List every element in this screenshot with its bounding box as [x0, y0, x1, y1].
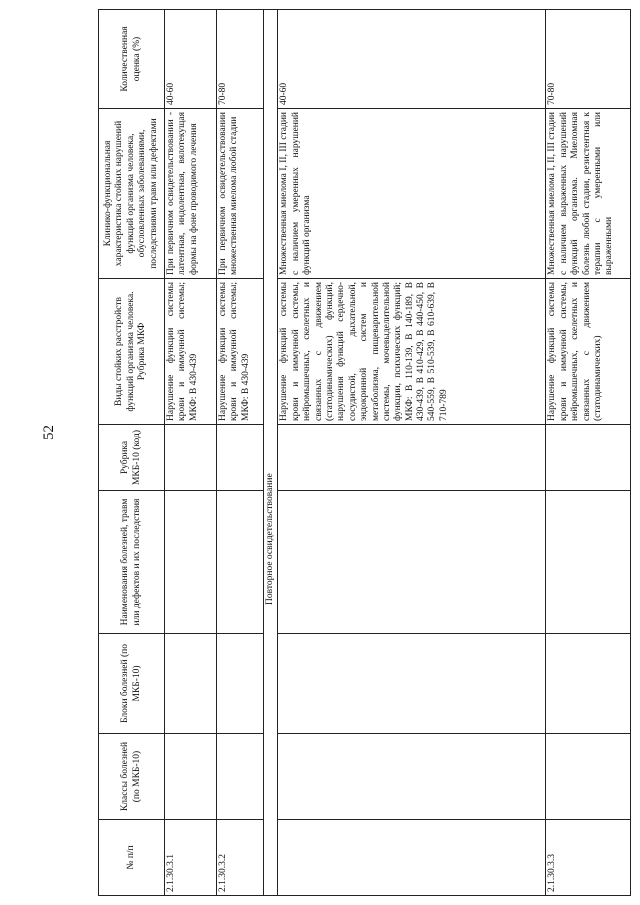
table-row — [165, 10, 217, 896]
empty-cell — [278, 634, 546, 734]
empty-cell — [165, 734, 217, 820]
row-number — [278, 820, 546, 896]
section-title: Повторное освидетельствование — [264, 10, 278, 896]
header-clinical-characteristic: Клинико-функциональная характеристика стойких нарушений функций организма человека, обусловленных заболеваниями, последствиями травм или дефектами — [99, 109, 165, 279]
section-row — [264, 10, 278, 896]
empty-cell — [278, 425, 546, 491]
empty-cell — [546, 491, 631, 634]
empty-cell — [217, 634, 264, 734]
function-disorder-cell: Нарушение функций системы крови и иммунной системы, нейромышечных, скелетных и связанных с движением (статодинамических) функций, нарушения функций сердечно-сосудистой, дыхательной, эндокринной систем и метаболизма, пищеварительной системы, мочевыделительной функции, психических функций; МКФ: В 110-139, В 140-189, В 430-439, В 410-429, В 440-450, В 540-559, В 510-539, В 610-639, В 710-789 — [278, 279, 546, 425]
function-disorder-cell: Нарушение функции системы крови и иммунной системы; МКФ: В 430-439 — [165, 279, 217, 425]
clinical-cell: При первичном освидетельствовании - латентная, индолентная, вялотекущая формы на фоне проводимого лечения — [165, 109, 217, 279]
function-disorder-cell: Нарушение функций системы крови и иммунной системы, нейромышечных, скелетных и связанных с движением (статодинамических) — [546, 279, 631, 425]
header-disease-class: Классы болезней (по МКБ-10) — [99, 734, 165, 820]
empty-cell — [217, 734, 264, 820]
empty-cell — [546, 734, 631, 820]
table-row — [278, 10, 546, 896]
rotated-table-wrapper — [98, 10, 630, 896]
row-number: 2.1.30.3.1 — [165, 820, 217, 896]
clinical-cell: Множественная миелома I, II, III стадии с наличием выраженных нарушений функций организма. Миеломная болезнь любой стадии, резистентная к терапии с умеренными или выраженными — [546, 109, 631, 279]
header-disease-block: Блоки болезней (по МКБ-10) — [99, 634, 165, 734]
empty-cell — [278, 491, 546, 634]
header-score: Количественная оценка (%) — [99, 10, 165, 109]
page-number: 52 — [41, 425, 57, 440]
clinical-cell: При первичном освидетельствовании множественная миелома любой стадии — [217, 109, 264, 279]
empty-cell — [165, 634, 217, 734]
table-row — [217, 10, 264, 896]
header-row — [99, 10, 165, 896]
header-number: № п/п — [99, 820, 165, 896]
empty-cell — [217, 425, 264, 491]
empty-cell — [546, 425, 631, 491]
clinical-cell: Множественная миелома I, II, III стадии с наличием умеренных нарушений функций организма — [278, 109, 546, 279]
score-cell: 40-60 — [278, 10, 546, 109]
table-row — [546, 10, 631, 896]
header-icd-code: Рубрика МКБ-10 (код) — [99, 425, 165, 491]
row-number: 2.1.30.3.2 — [217, 820, 264, 896]
empty-cell — [278, 734, 546, 820]
empty-cell — [217, 491, 264, 634]
empty-cell — [546, 634, 631, 734]
disability-criteria-table — [98, 9, 631, 896]
row-number: 2.1.30.3.3 — [546, 820, 631, 896]
header-function-type: Виды стойких расстройств функций организма человека. Рубрика МКФ — [99, 279, 165, 425]
header-disease-name: Наименования болезней, травм или дефектов и их последствия — [99, 491, 165, 634]
empty-cell — [165, 491, 217, 634]
score-cell: 70-80 — [217, 10, 264, 109]
score-cell: 70-80 — [546, 10, 631, 109]
function-disorder-cell: Нарушение функции системы крови и иммунной системы; МКФ: В 430-439 — [217, 279, 264, 425]
score-cell: 40-60 — [165, 10, 217, 109]
empty-cell — [165, 425, 217, 491]
